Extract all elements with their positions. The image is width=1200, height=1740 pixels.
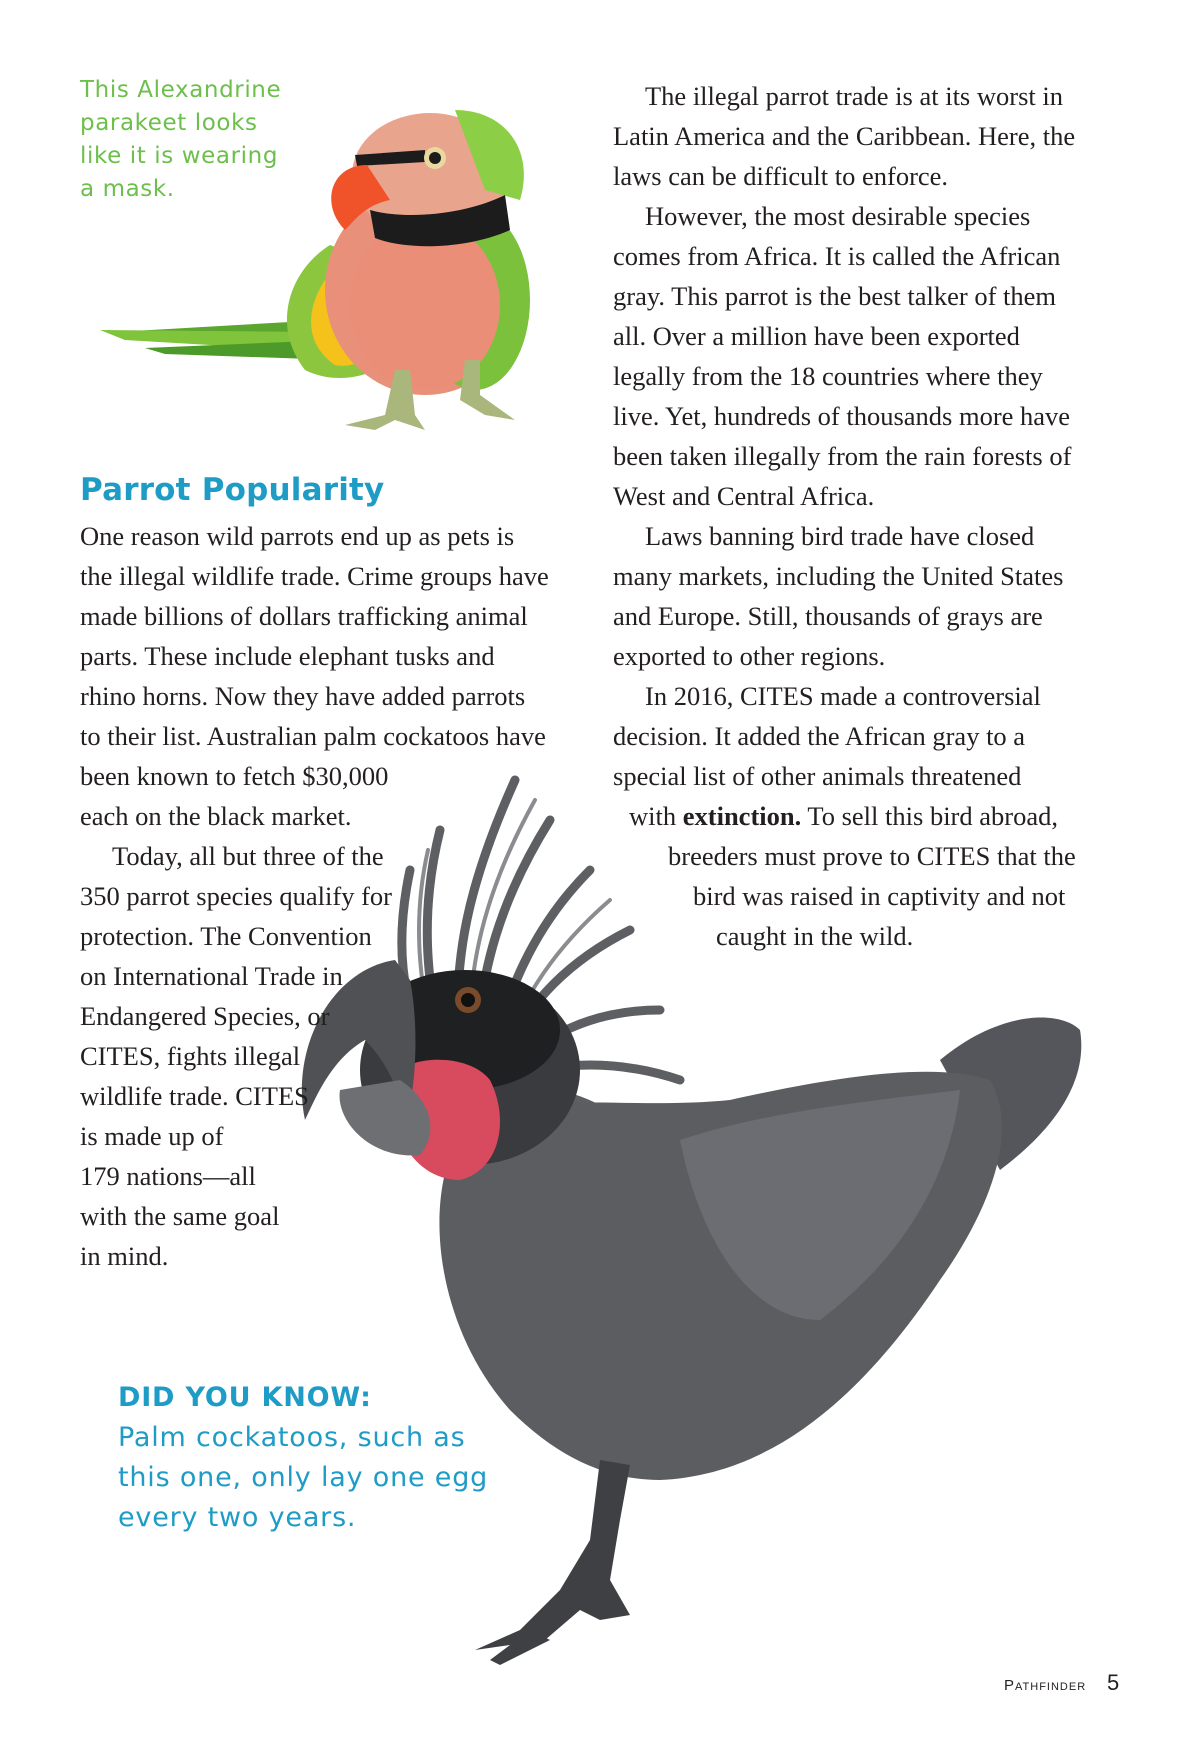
did-you-know-title: DID YOU KNOW: <box>118 1382 372 1413</box>
page-number: 5 <box>1107 1670 1120 1695</box>
body-paragraph: In 2016, CITES made a controversial decision. It added the African gray to a special list of other animals threatened with extinction. To sell this bird abroad, breeders must prove to CITES that the bird was raised in captivity and not caught in the wild. <box>613 676 1133 956</box>
section-heading: Parrot Popularity <box>80 472 385 508</box>
caption-line: parakeet looks <box>80 110 258 136</box>
magazine-name: Pathfinder <box>1004 1677 1087 1694</box>
photo-caption <box>80 74 380 206</box>
caption-line: a mask. <box>80 176 175 202</box>
body-paragraph: However, the most desirable species comes from Africa. It is called the African gray. This parrot is the best talker of them all. Over a million have been exported legally from the 18 countries where they live. Yet, hundreds of thousands more have been taken illegally from the rain forests of West and Central Africa. <box>613 201 1072 511</box>
did-you-know-line: every two years. <box>118 1502 357 1533</box>
right-column <box>613 76 1133 956</box>
body-paragraph: The illegal parrot trade is at its worst in Latin America and the Caribbean. Here, the laws can be difficult to enforce. <box>613 81 1076 191</box>
bold-term: extinction. <box>682 801 802 831</box>
did-you-know-line: this one, only lay one egg <box>118 1462 489 1493</box>
extinction-line: with extinction. To sell this bird abroad, <box>629 801 1058 831</box>
body-paragraph: Today, all but three of the 350 parrot species qualify for protection. The Convention on International Trade in Endangered Species, or CITES, fights illegal wildlife trade. CITES is made up of 179 nations—all with the same goal in mind. <box>80 841 393 1271</box>
did-you-know-box <box>118 1378 538 1538</box>
left-column <box>80 516 600 1276</box>
caption-line: This Alexandrine <box>80 77 282 103</box>
caption-line: like it is wearing <box>80 143 279 169</box>
body-paragraph: One reason wild parrots end up as pets is the illegal wildlife trade. Crime groups have made billions of dollars trafficking animal parts. These include elephant tusks and rhino horns. Now they have added parrots to their list. Australian palm cockatoos have been known to fetch $30,000 each on the black market. <box>80 521 549 831</box>
did-you-know-line: Palm cockatoos, such as <box>118 1422 466 1453</box>
body-paragraph: Laws banning bird trade have closed many markets, including the United States and Europe. Still, thousands of grays are exported to other regions. <box>613 521 1064 671</box>
